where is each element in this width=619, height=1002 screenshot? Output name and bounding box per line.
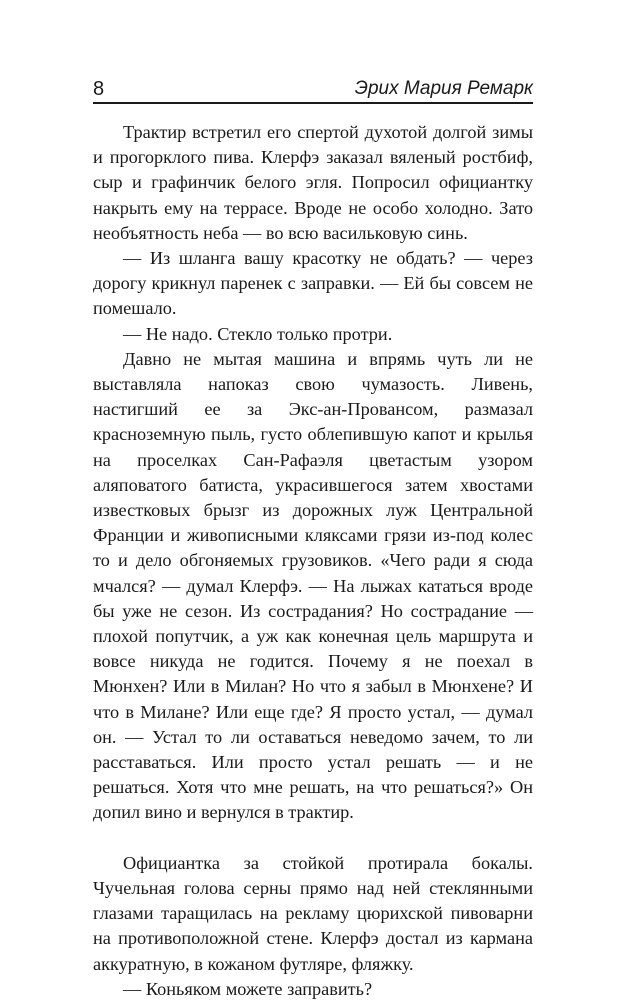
paragraph: Давно не мытая машина и впрямь чуть ли не выставляла напоказ свою чумазость. Ливень, настигший ее за Экс-ан-Провансом, размазал красноземную пыль, густо облепившую капот и крылья на проселках Сан-Рафаэля цветастым узором аляповатого батиста, украсившегося затем хвостами известковых брызг из дорожных луж Центральной Франции и живописными кляксами грязи из-под колес то и дело обгоняемых грузовиков. «Чего ради я сюда мчался? — думал Клерфэ. — На лыжах кататься вроде бы уже не сезон. Из сострадания? Но сострадание — плохой попутчик, а уж как конечная цель маршрута и вовсе никуда не годится. Почему я не поехал в Мюнхен? Или в Милан? Но что я забыл в Мюнхене? И что в Милане? Или еще где? Я просто устал, — думал он. — Устал то ли оставаться неведомо зачем, то ли расставаться. Или просто устал решать — и не решаться. Хотя что мне решать, на что решаться?» Он допил вино и вернулся в трактир. <box>93 348 533 823</box>
paragraph: Трактир встретил его спертой духотой долгой зимы и прогорклого пива. Клерфэ заказал вяленый ростбиф, сыр и графинчик белого эгля. Попросил официантку накрыть ему на террасе. Вроде не особо холодно. Зато необъятность неба — во всю васильковую синь. <box>93 122 533 243</box>
running-head-author: Эрих Мария Ремарк <box>354 78 533 99</box>
paragraph: — Коньяком можете заправить? <box>123 978 373 999</box>
paragraph: — Из шланга вашу красотку не обдать? — через дорогу крикнул паренек с заправки. — Ей бы совсем не помешало. <box>93 248 533 319</box>
page-header <box>93 74 533 102</box>
paragraph: — Не надо. Стекло только протри. <box>123 323 393 344</box>
body-text <box>93 120 533 1002</box>
page-number: 8 <box>93 78 105 100</box>
header-rule <box>93 102 533 104</box>
paragraph: Официантка за стойкой протирала бокалы. Чучельная голова серны прямо над ней стеклянными глазами таращилась на рекламу цюрихской пивоварни на противоположной стене. Клерфэ достал из кармана аккуратную, в кожаном футляре, фляжку. <box>93 852 533 974</box>
